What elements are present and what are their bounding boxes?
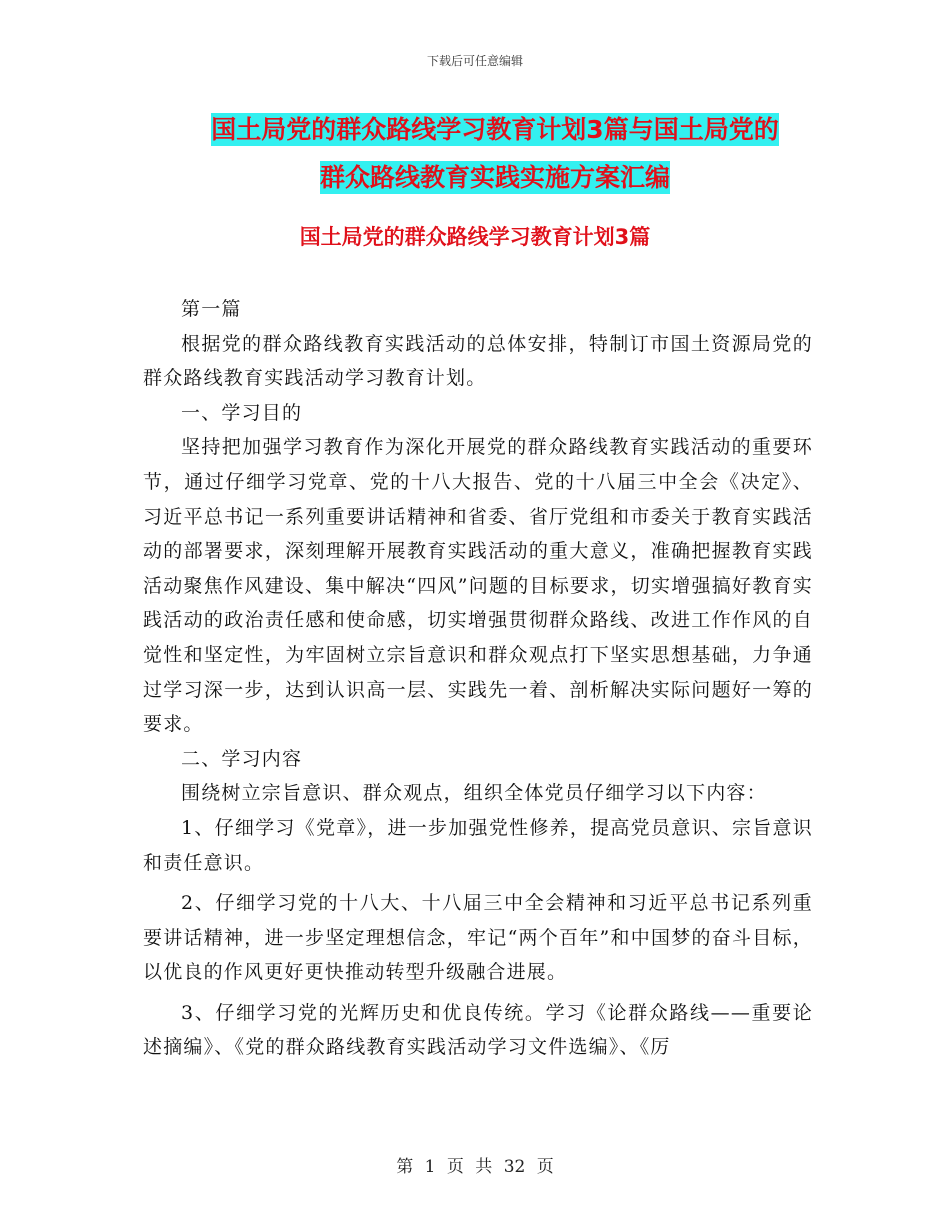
paragraph-part-heading: 第一篇 (181, 298, 242, 320)
page-header-note: 下载后可任意编辑 (426, 54, 523, 68)
paragraph-item-2: 2、仔细学习党的十八大、十八届三中全会精神和习近平总书记系列重要讲话精神，进一步坚定理想信念，牢记“两个百年”和中国梦的奋斗目标，以优良的作风更好更快推动转型升级融合进展。 (143, 892, 813, 984)
document-title (150, 106, 840, 202)
title-line-1: 国土局党的群众路线学习教育计划3篇与国土局党的 (211, 115, 779, 144)
paragraph-intro: 根据党的群众路线教育实践活动的总体安排，特制订市国土资源局党的群众路线教育实践活动学习教育计划。 (143, 332, 813, 390)
paragraph-item-3: 3、仔细学习党的光辉历史和优良传统。学习《论群众路线——重要论述摘编》、《党的群众路线教育实践活动学习文件选编》、《厉 (143, 1001, 813, 1059)
paragraph-content-intro: 围绕树立宗旨意识、群众观点，组织全体党员仔细学习以下内容： (181, 782, 767, 805)
title-line-2: 群众路线教育实践实施方案汇编 (319, 163, 670, 192)
paragraph-item-1: 1、仔细学习《党章》，进一步加强党性修养，提高党员意识、宗旨意识和责任意识。 (143, 816, 813, 874)
paragraph-heading-content: 二、学习内容 (181, 747, 303, 770)
paragraph-heading-purpose: 一、学习目的 (181, 401, 303, 424)
page-number-footer: 第 1 页 共 32 页 (396, 1157, 554, 1177)
document-body (143, 292, 813, 1065)
section-title: 国土局党的群众路线学习教育计划3篇 (299, 225, 651, 249)
paragraph-purpose: 坚持把加强学习教育作为深化开展党的群众路线教育实践活动的重要环节，通过仔细学习党章、党的十八大报告、党的十八届三中全会《决定》、习近平总书记一系列重要讲话精神和省委、省厅党组和市委关于教育实践活动的部署要求，深刻理解开展教育实践活动的重大意义，准确把握教育实践活动聚焦作风建设、集中解决“四风”问题的目标要求，切实增强搞好教育实践活动的政治责任感和使命感，切实增强贯彻群众路线、改进工作作风的自觉性和坚定性，为牢固树立宗旨意识和群众观点打下坚实思想基础，力争通过学习深一步，达到认识高一层、实践先一着、剖析解决实际问题好一筹的要求。 (143, 436, 813, 736)
